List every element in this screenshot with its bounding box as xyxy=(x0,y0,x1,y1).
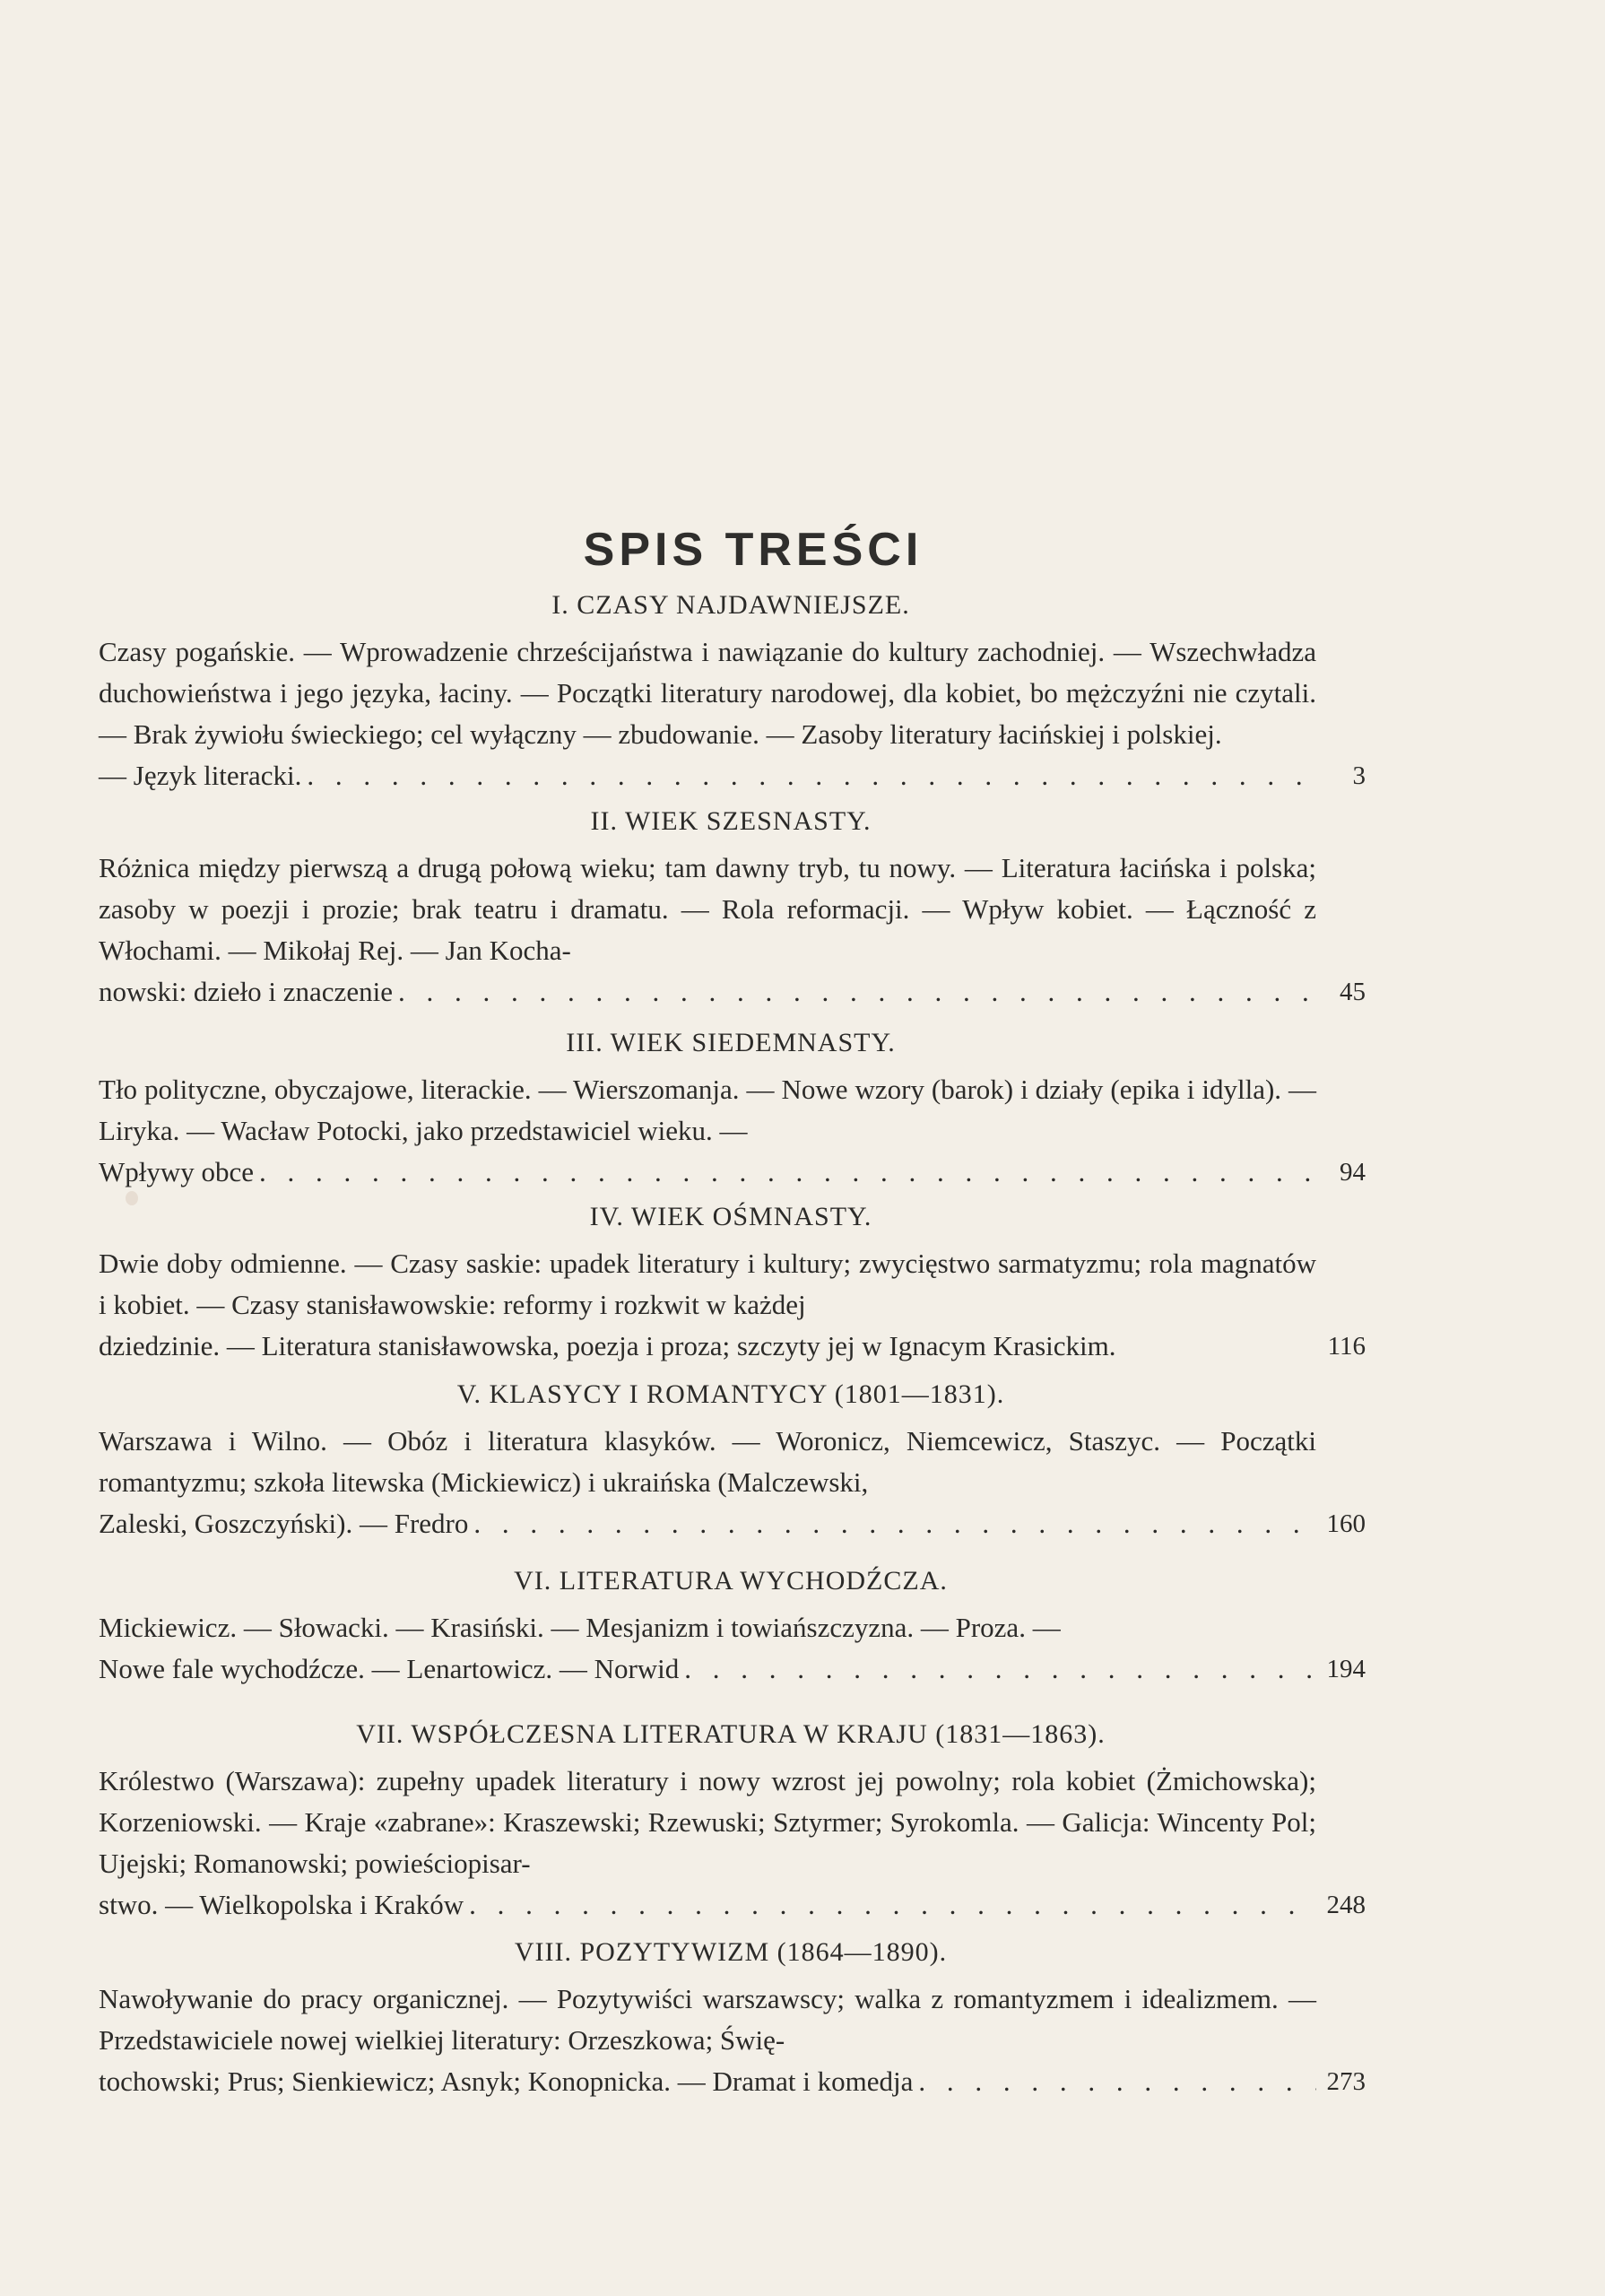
toc-section-1 xyxy=(90,585,1390,796)
section-heading: II. WIEK SZESNASTY. xyxy=(590,806,872,836)
toc-entry-line xyxy=(99,971,1316,1013)
toc-section-5 xyxy=(90,1374,1390,1544)
section-text: Mickiewicz. — Słowacki. — Krasiński. — Mesjanizm i towiańszczyzna. — Proza. — xyxy=(99,1612,1061,1643)
section-text: Czasy pogańskie. — Wprowadzenie chrześcijaństwa i nawiązanie do kultury zachodniej. — Wszechwładza duchowieństwa i jego języka, łaciny. — Początki literatury narodowej, dla kobiet, bo mężczyźni nie czytali. — Brak żywiołu świeckiego; cel wyłączny — zbudowanie. — Zasoby literatury łacińskiej i polskiej. xyxy=(99,636,1316,750)
section-heading: VIII. POZYTYWIZM (1864—1890). xyxy=(514,1937,948,1967)
toc-section-2 xyxy=(90,801,1390,1013)
section-text: Nawoływanie do pracy organicznej. — Pozytywiści warszawscy; walka z romantyzmem i idealizmem. — Przedstawiciele nowej wielkiej literatury: Orzeszkowa; Świę- xyxy=(99,1983,1316,2056)
dot-leader xyxy=(918,2061,1316,2102)
toc-entry-line xyxy=(99,1884,1316,1926)
page-number: 116 xyxy=(1327,1332,1366,1361)
dot-leader xyxy=(469,1884,1316,1926)
section-heading: VII. WSPÓŁCZESNA LITERATURA W KRAJU (1831—1863). xyxy=(356,1719,1106,1749)
section-description xyxy=(90,1761,1366,1926)
dot-leader xyxy=(307,755,1316,796)
page-number: 194 xyxy=(1326,1655,1366,1683)
toc-section-7 xyxy=(90,1714,1390,1926)
section-last-text: Wpływy obce xyxy=(99,1156,255,1187)
section-last-text: nowski: dzieło i znaczenie xyxy=(99,976,393,1007)
page-number: 248 xyxy=(1326,1891,1366,1919)
section-description xyxy=(90,848,1366,1013)
section-last-text: — Język literacki. xyxy=(99,760,302,791)
section-text: Różnica między pierwszą a drugą połową wieku; tam dawny tryb, tu nowy. — Literatura łacińska i polska; zasoby w poezji i prozie; brak teatru i dramatu. — Rola reformacji. — Wpływ kobiet. — Łączność z Włochami. — Mikołaj Rej. — Jan Kocha- xyxy=(99,852,1316,966)
page-number: 94 xyxy=(1340,1158,1366,1187)
section-text: Warszawa i Wilno. — Obóz i literatura klasyków. — Woronicz, Niemcewicz, Staszyc. — Początki romantyzmu; szkoła litewska (Mickiewicz) i ukraińska (Malczewski, xyxy=(99,1425,1316,1498)
dot-leader xyxy=(473,1503,1316,1544)
toc-entry-line xyxy=(99,755,1316,796)
section-text: Królestwo (Warszawa): zupełny upadek literatury i nowy wzrost jej powolny; rola kobiet (Żmichowska); Korzeniowski. — Kraje «zabrane»: Kraszewski; Rzewuski; Sztyrmer; Syrokomla. — Galicja: Wincenty Pol; Ujejski; Romanowski; powieściopisar- xyxy=(99,1765,1316,1879)
toc-entry-line xyxy=(99,1648,1316,1690)
section-description xyxy=(90,1069,1366,1193)
section-last-text: Nowe fale wychodźcze. — Lenartowicz. — Norwid xyxy=(99,1653,680,1684)
toc-entry-line xyxy=(99,1503,1316,1544)
section-heading: III. WIEK SIEDEMNASTY. xyxy=(566,1028,896,1057)
page-title: SPIS TREŚCI xyxy=(583,523,924,576)
section-description xyxy=(90,631,1366,796)
toc-section-8 xyxy=(90,1932,1390,2102)
toc-entry-line xyxy=(99,1326,1316,1367)
section-description xyxy=(90,1979,1366,2102)
dot-leader xyxy=(259,1152,1316,1193)
toc-section-4 xyxy=(90,1196,1390,1367)
toc-section-3 xyxy=(90,1022,1390,1193)
section-last-text: Zaleski, Goszczyński). — Fredro xyxy=(99,1508,469,1539)
page-number: 273 xyxy=(1326,2067,1366,2096)
dot-leader xyxy=(684,1648,1316,1690)
section-heading: IV. WIEK OŚMNASTY. xyxy=(589,1202,872,1231)
section-description xyxy=(90,1421,1366,1544)
page-number: 45 xyxy=(1340,978,1366,1006)
section-text: Tło polityczne, obyczajowe, literackie. — Wierszomanja. — Nowe wzory (barok) i działy (epika i idylla). — Liryka. — Wacław Potocki, jako przedstawiciel wieku. — xyxy=(99,1074,1316,1146)
section-description xyxy=(90,1243,1366,1367)
section-heading: V. KLASYCY I ROMANTYCY (1801—1831). xyxy=(456,1379,1005,1409)
section-last-text: dziedzinie. — Literatura stanisławowska, poezja i proza; szczyty jej w Ignacym Krasickim. xyxy=(99,1330,1116,1361)
toc-entry-line xyxy=(99,2061,1316,2102)
section-text: Dwie doby odmienne. — Czasy saskie: upadek literatury i kultury; zwycięstwo sarmatyzmu; rola magnatów i kobiet. — Czasy stanisławowskie: reformy i rozkwit w każdej xyxy=(99,1248,1316,1320)
section-last-text: tochowski; Prus; Sienkiewicz; Asnyk; Konopnicka. — Dramat i komedja xyxy=(99,2066,914,2097)
section-last-text: stwo. — Wielkopolska i Kraków xyxy=(99,1889,464,1920)
toc-entry-line xyxy=(99,1152,1316,1193)
section-description xyxy=(90,1607,1366,1690)
section-heading: VI. LITERATURA WYCHODŹCZA. xyxy=(514,1566,948,1596)
section-heading: I. CZASY NAJDAWNIEJSZE. xyxy=(551,590,910,620)
page-number: 160 xyxy=(1326,1509,1366,1538)
toc-section-6 xyxy=(90,1561,1390,1690)
dot-leader xyxy=(398,971,1316,1013)
page-number: 3 xyxy=(1352,761,1366,790)
